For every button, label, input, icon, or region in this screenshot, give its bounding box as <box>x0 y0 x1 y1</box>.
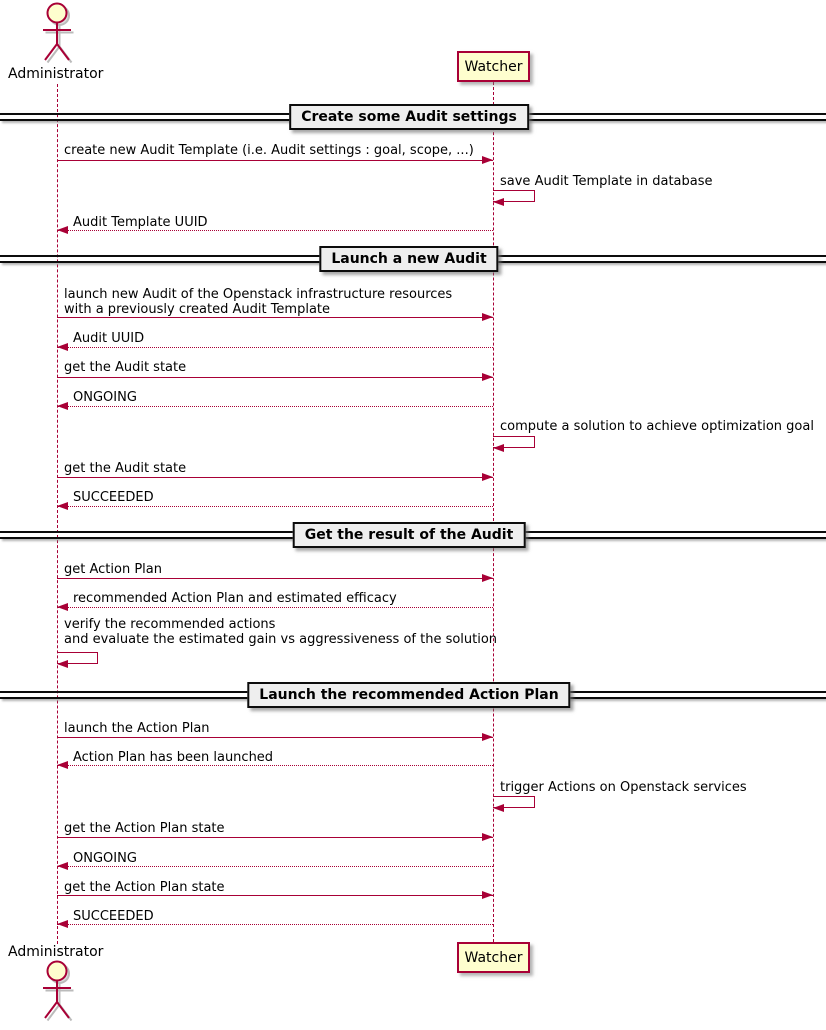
arrowhead-right-icon <box>482 473 493 481</box>
administrator-actor-icon <box>37 960 77 1022</box>
arrow-right <box>57 837 493 838</box>
participant-watcher-top <box>457 51 530 82</box>
arrow-left <box>57 866 493 867</box>
arrow-right <box>57 160 493 161</box>
self-message-loop <box>493 190 535 202</box>
arrowhead-left-icon <box>57 603 68 611</box>
arrow-left <box>57 924 493 925</box>
arrowhead-right-icon <box>482 313 493 321</box>
arrow-left <box>57 406 493 407</box>
arrow-left <box>57 607 493 608</box>
arrowhead-left-icon <box>493 198 504 206</box>
arrowhead-left-icon <box>57 660 68 668</box>
arrow-left <box>57 765 493 766</box>
divider-get-audit-result: Get the result of the Audit <box>293 522 526 548</box>
arrowhead-left-icon <box>57 862 68 870</box>
self-message-loop <box>493 796 535 808</box>
arrowhead-left-icon <box>57 502 68 510</box>
arrowhead-right-icon <box>482 833 493 841</box>
divider-launch-action-plan: Launch the recommended Action Plan <box>247 682 570 708</box>
arrowhead-right-icon <box>482 373 493 381</box>
arrow-right <box>57 578 493 579</box>
sequence-diagram: Administrator Watcher Create some Audit settings create new Audit Template (i.e. Audit settings : goal, scope, ...) save Audit Template in database Audit Template UUID Launch a new Audit launch new Audit of the Openstack infrastructure resources with a previously created Audit Template Audit UUID get the Audit state ONGOING compute a solution to achieve optimization goal get the Audit state SUCCEEDED Get the result of the Audit get Action Plan recommended Action Plan and estimated efficacy verify the recommended actions and evaluate the estimated gain vs aggressiveness of the solution Launch the recommended Action Plan launch the Action Plan Action Plan has been launched trigger Actions on Openstack services get the Action Plan state ONGOING get the Action Plan state SUCCEEDED Administrator Watcher <box>0 0 826 1030</box>
administrator-label-top: Administrator <box>8 66 104 82</box>
arrowhead-left-icon <box>57 402 68 410</box>
divider-launch-new-audit: Launch a new Audit <box>319 246 498 272</box>
arrowhead-right-icon <box>482 733 493 741</box>
watcher-label-top: Watcher <box>464 58 523 75</box>
arrowhead-left-icon <box>493 804 504 812</box>
lifeline-administrator <box>57 84 58 944</box>
lifeline-watcher <box>493 82 494 942</box>
arrowhead-left-icon <box>57 343 68 351</box>
self-message-loop <box>493 436 535 448</box>
arrowhead-left-icon <box>57 920 68 928</box>
participant-watcher-bottom <box>457 942 530 973</box>
arrowhead-left-icon <box>493 444 504 452</box>
arrow-right <box>57 737 493 738</box>
arrowhead-right-icon <box>482 574 493 582</box>
arrowhead-right-icon <box>482 156 493 164</box>
divider-create-audit-settings: Create some Audit settings <box>289 104 529 130</box>
self-message-loop <box>57 652 98 664</box>
arrow-left <box>57 506 493 507</box>
arrow-right <box>57 895 493 896</box>
arrow-left <box>57 230 493 231</box>
arrowhead-left-icon <box>57 761 68 769</box>
watcher-label-bottom: Watcher <box>464 949 523 966</box>
administrator-label-bottom: Administrator <box>8 944 104 960</box>
arrowhead-left-icon <box>57 226 68 234</box>
arrow-left <box>57 347 493 348</box>
arrowhead-right-icon <box>482 891 493 899</box>
administrator-actor-icon <box>37 2 77 64</box>
arrow-right <box>57 377 493 378</box>
arrow-right <box>57 477 493 478</box>
arrow-right <box>57 317 493 318</box>
